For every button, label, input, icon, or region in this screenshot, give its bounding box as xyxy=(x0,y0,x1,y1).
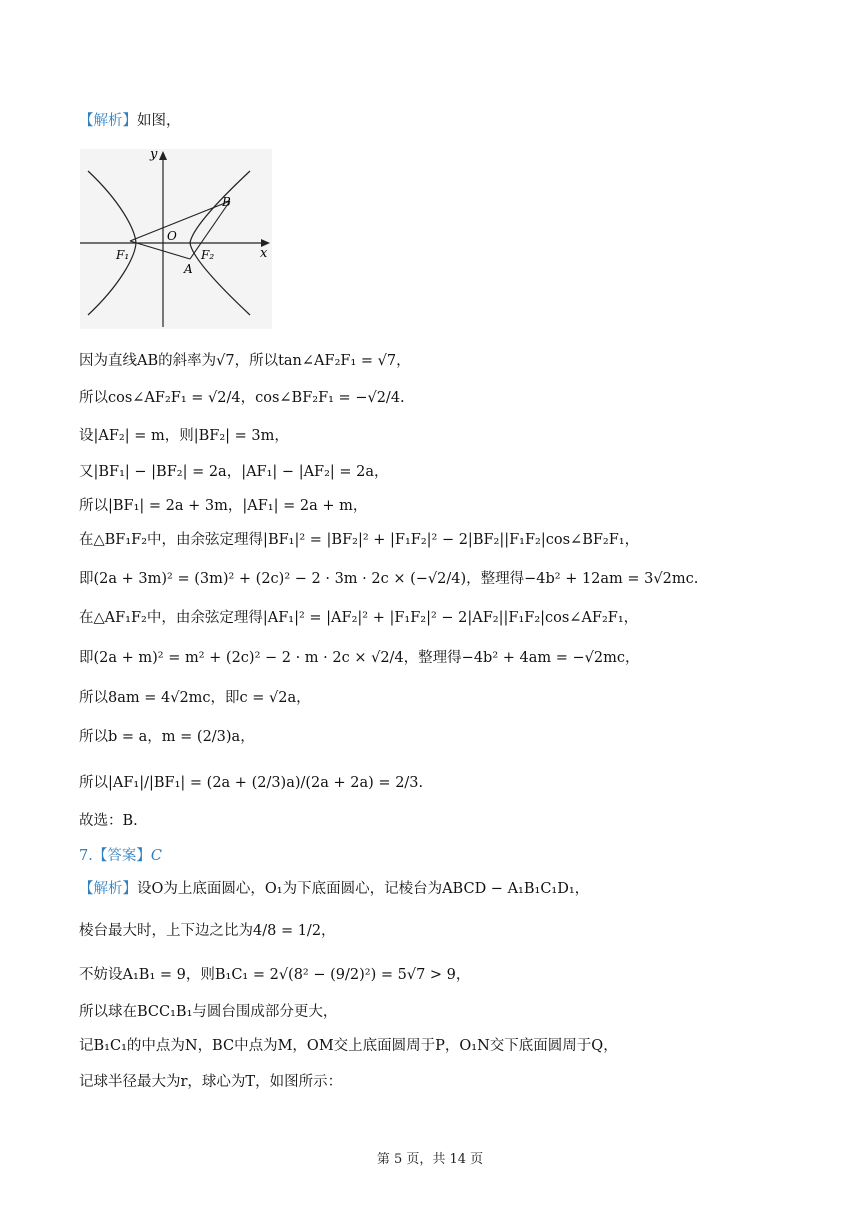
label-B: B xyxy=(222,195,231,209)
q7-answer-tag: 【答案】 xyxy=(92,848,151,864)
label-A: A xyxy=(184,262,193,276)
solution-line: 又|BF₁| − |BF₂| = 2a，|AF₁| − |AF₂| = 2a， xyxy=(79,464,389,480)
q7-line: 所以球在BCC₁B₁与圆台围成部分更大， xyxy=(79,1004,338,1020)
q7-analysis-first xyxy=(79,878,589,900)
analysis-intro xyxy=(79,110,181,132)
solution-line: 所以|AF₁|/|BF₁| = (2a + (2/3)a)/(2a + 2a) = 2/3. xyxy=(79,775,424,791)
solution-line: 在△BF₁F₂中，由余弦定理得|BF₁|² = |BF₂|² + |F₁F₂|² − 2|BF₂||F₁F₂|cos∠BF₂F₁， xyxy=(79,532,640,548)
choice-line: 故选：B. xyxy=(79,813,138,829)
hyperbola-figure xyxy=(80,149,272,329)
label-y: y xyxy=(150,149,158,162)
q7-line: 不妨设A₁B₁ = 9，则B₁C₁ = 2√(8² − (9/2)²) = 5√7 > 9， xyxy=(79,967,471,983)
solution-line: 因为直线AB的斜率为√7，所以tan∠AF₂F₁ = √7， xyxy=(79,353,411,369)
label-F1: F₁ xyxy=(116,248,130,262)
analysis-intro-text: 如图， xyxy=(137,113,181,129)
solution-line: 所以cos∠AF₂F₁ = √2/4，cos∠BF₂F₁ = −√2/4. xyxy=(79,390,405,406)
solution-line: 设|AF₂| = m，则|BF₂| = 3m， xyxy=(79,428,289,444)
page-footer: 第 5 页，共 14 页 xyxy=(376,1152,484,1167)
label-x: x xyxy=(260,246,268,261)
label-F2: F₂ xyxy=(201,248,215,262)
label-O: O xyxy=(167,229,177,243)
solution-line: 即(2a + 3m)² = (3m)² + (2c)² − 2 · 3m · 2c × (−√2/4)，整理得−4b² + 12am = 3√2mc. xyxy=(79,571,699,587)
q7-analysis-tag: 【解析】 xyxy=(79,881,137,897)
solution-line: 所以|BF₁| = 2a + 3m，|AF₁| = 2a + m， xyxy=(79,498,368,514)
q7-answer xyxy=(79,845,162,867)
q7-line: 记B₁C₁的中点为N，BC中点为M，OM交上底面圆周于P，O₁N交下底面圆周于Q， xyxy=(79,1038,618,1054)
analysis-tag: 【解析】 xyxy=(79,113,137,129)
solution-line: 所以8am = 4√2mc，即c = √2a， xyxy=(79,690,311,706)
solution-line: 在△AF₁F₂中，由余弦定理得|AF₁|² = |AF₂|² + |F₁F₂|² − 2|AF₂||F₁F₂|cos∠AF₂F₁， xyxy=(79,610,639,626)
q7-answer-value: C xyxy=(150,848,162,864)
solution-line: 即(2a + m)² = m² + (2c)² − 2 · m · 2c × √2/4，整理得−4b² + 4am = −√2mc， xyxy=(79,650,640,666)
solution-line: 所以b = a，m = (2/3)a， xyxy=(79,729,255,745)
q7-line: 设O为上底面圆心，O₁为下底面圆心，记棱台为ABCD − A₁B₁C₁D₁， xyxy=(137,881,590,897)
q7-number: 7. xyxy=(79,848,93,864)
q7-line: 记球半径最大为r，球心为T，如图所示： xyxy=(79,1074,343,1090)
q7-line: 棱台最大时，上下边之比为4/8 = 1/2， xyxy=(79,923,336,939)
